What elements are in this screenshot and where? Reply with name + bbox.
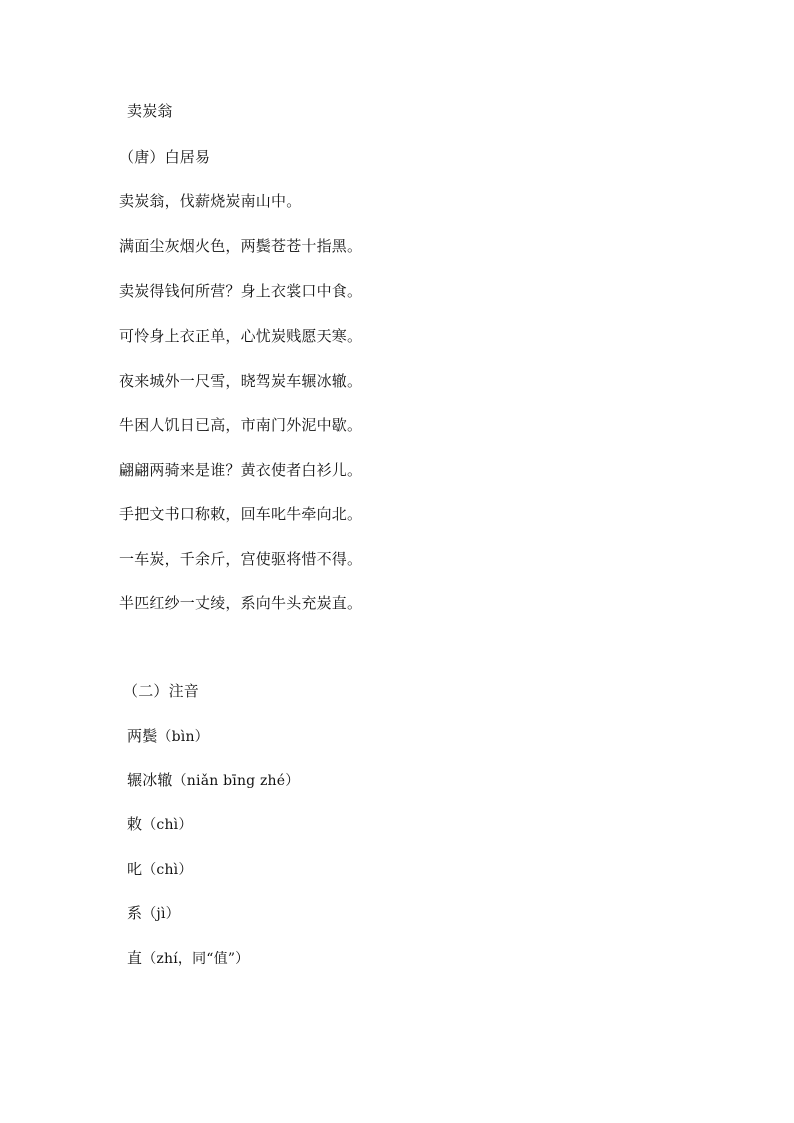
note-pinyin: （chì） xyxy=(142,862,193,878)
note-word: 敕 xyxy=(127,815,143,833)
note-pinyin: （jì） xyxy=(142,906,180,922)
notes-heading: （二）注音 xyxy=(123,682,200,700)
poem-line-4: 可怜身上衣正单，心忧炭贱愿天寒。 xyxy=(119,327,363,345)
poem-title: 卖炭翁 xyxy=(127,102,173,120)
note-item-6 xyxy=(127,948,249,969)
note-pinyin: （chì） xyxy=(142,817,193,833)
note-pinyin: （zhí，同“值”） xyxy=(142,951,250,967)
note-item-2 xyxy=(127,770,299,791)
note-word: 叱 xyxy=(127,860,143,878)
poem-line-9: 一车炭，千余斤，宫使驱将惜不得。 xyxy=(119,550,363,568)
poem-line-1: 卖炭翁，伐薪烧炭南山中。 xyxy=(119,192,302,210)
poem-line-6: 牛困人饥日已高，市南门外泥中歇。 xyxy=(119,416,363,434)
note-word: 直 xyxy=(127,949,143,967)
poem-line-10: 半匹红纱一丈绫，系向牛头充炭直。 xyxy=(119,594,363,612)
note-word: 两鬓 xyxy=(127,727,158,745)
poem-author: （唐）白居易 xyxy=(119,148,211,166)
note-item-5 xyxy=(127,903,180,924)
poem-line-3: 卖炭得钱何所营？身上衣裳口中食。 xyxy=(119,282,363,300)
note-item-1 xyxy=(127,726,209,747)
poem-line-7: 翩翩两骑来是谁？黄衣使者白衫儿。 xyxy=(119,461,363,479)
note-pinyin: （bìn） xyxy=(157,729,209,745)
note-word: 系 xyxy=(127,904,143,922)
note-item-3 xyxy=(127,814,193,835)
note-pinyin: （niǎn bīng zhé） xyxy=(172,773,300,789)
poem-line-8: 手把文书口称敕，回车叱牛牵向北。 xyxy=(119,505,363,523)
poem-line-2: 满面尘灰烟火色，两鬓苍苍十指黑。 xyxy=(119,237,363,255)
note-word: 辗冰辙 xyxy=(127,771,173,789)
poem-line-5: 夜来城外一尺雪，晓驾炭车辗冰辙。 xyxy=(119,372,363,390)
note-item-4 xyxy=(127,859,193,880)
